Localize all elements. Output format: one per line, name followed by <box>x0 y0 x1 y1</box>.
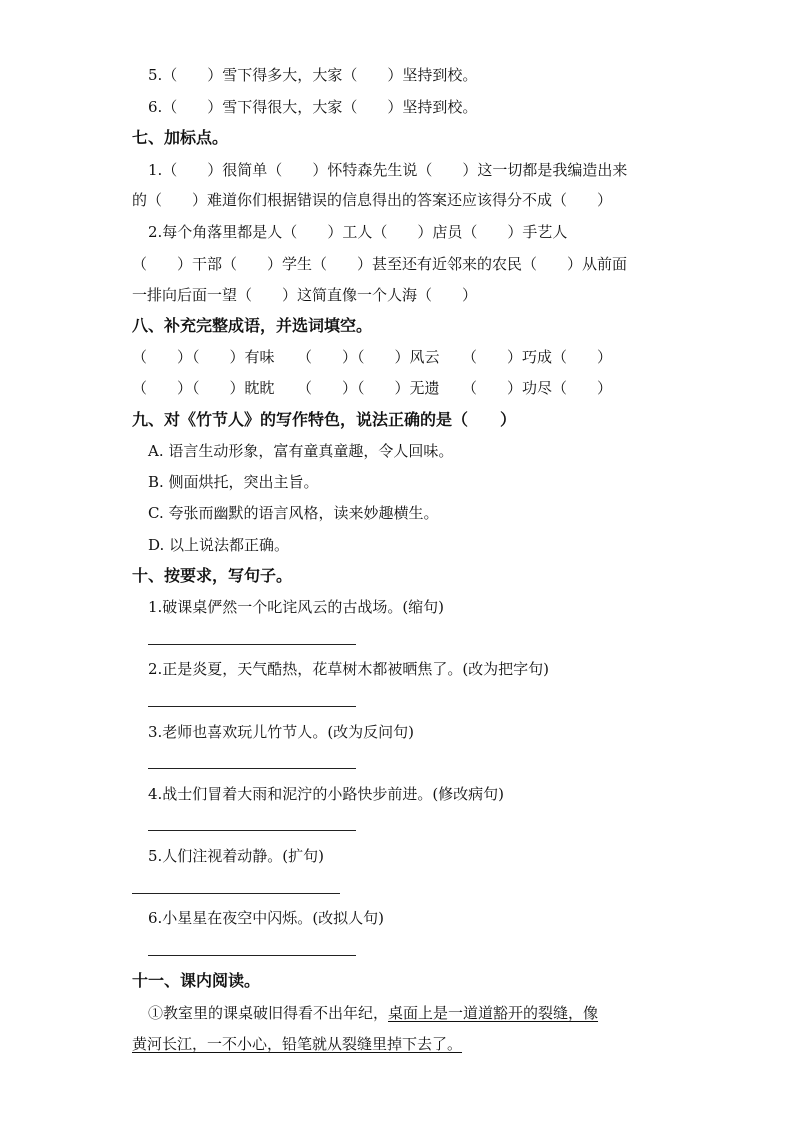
section-9-title: 九、对《竹节人》的写作特色，说法正确的是（ ） <box>132 410 517 429</box>
idiom-row-2: （ ）（ ）眈眈 （ ）（ ）无遗 （ ）功尽（ ） <box>132 379 613 397</box>
answer-line-6[interactable] <box>148 955 356 956</box>
option-b: B. 侧面烘托，突出主旨。 <box>148 473 319 491</box>
question-6-6: 6.（ ）雪下得很大，大家（ ）坚持到校。 <box>148 98 478 116</box>
reading-text-underlined-cont: 黄河长江，一不小心，铅笔就从裂缝里掉下去了。 <box>132 1035 463 1053</box>
option-d: D. 以上说法都正确。 <box>148 536 290 554</box>
sentence-task-3: 3.老师也喜欢玩儿竹节人。(改为反问句) <box>148 723 415 741</box>
reading-paragraph-1-line-1 <box>148 1003 598 1023</box>
reading-text-plain: ①教室里的课桌破旧得看不出年纪， <box>148 1004 389 1022</box>
section-8-title: 八、补充完整成语，并选词填空。 <box>132 316 373 335</box>
sentence-task-4: 4.战士们冒着大雨和泥泞的小路快步前进。(修改病句) <box>148 785 505 803</box>
section-10-title: 十、按要求，写句子。 <box>132 566 293 585</box>
option-a: A. 语言生动形象，富有童真童趣，令人回味。 <box>148 442 454 460</box>
idiom-row-1: （ ）（ ）有味 （ ）（ ）风云 （ ）巧成（ ） <box>132 348 613 366</box>
section-7-title: 七、加标点。 <box>132 128 229 147</box>
answer-line-1[interactable] <box>148 644 356 645</box>
punctuation-1-line-1: 1.（ ）很简单（ ）怀特森先生说（ ）这一切都是我编造出来 <box>148 161 628 179</box>
punctuation-2-line-3: 一排向后面一望（ ）这简直像一个人海（ ） <box>132 286 478 304</box>
punctuation-2-line-2: （ ）干部（ ）学生（ ）甚至还有近邻来的农民（ ）从前面 <box>132 255 628 273</box>
sentence-task-2: 2.正是炎夏，天气酷热，花草树木都被晒焦了。(改为把字句) <box>148 660 550 678</box>
section-11-title: 十一、课内阅读。 <box>132 971 261 990</box>
punctuation-2-line-1: 2.每个角落里都是人（ ）工人（ ）店员（ ）手艺人 <box>148 223 568 241</box>
answer-line-2[interactable] <box>148 706 356 707</box>
answer-line-4[interactable] <box>148 830 356 831</box>
reading-text-underlined: 桌面上是一道道豁开的裂缝，像 <box>388 1004 599 1022</box>
option-c: C. 夸张而幽默的语言风格，读来妙趣横生。 <box>148 504 439 522</box>
answer-line-5[interactable] <box>132 893 340 894</box>
answer-line-3[interactable] <box>148 768 356 769</box>
sentence-task-5: 5.人们注视着动静。(扩句) <box>148 847 325 865</box>
question-6-5: 5.（ ）雪下得多大，大家（ ）坚持到校。 <box>148 66 478 84</box>
reading-paragraph-1-line-2 <box>132 1034 462 1054</box>
sentence-task-6: 6.小星星在夜空中闪烁。(改拟人句) <box>148 909 385 927</box>
sentence-task-1: 1.破课桌俨然一个叱诧风云的古战场。(缩句) <box>148 598 445 616</box>
punctuation-1-line-2: 的（ ）难道你们根据错误的信息得出的答案还应该得分不成（ ） <box>132 191 613 209</box>
